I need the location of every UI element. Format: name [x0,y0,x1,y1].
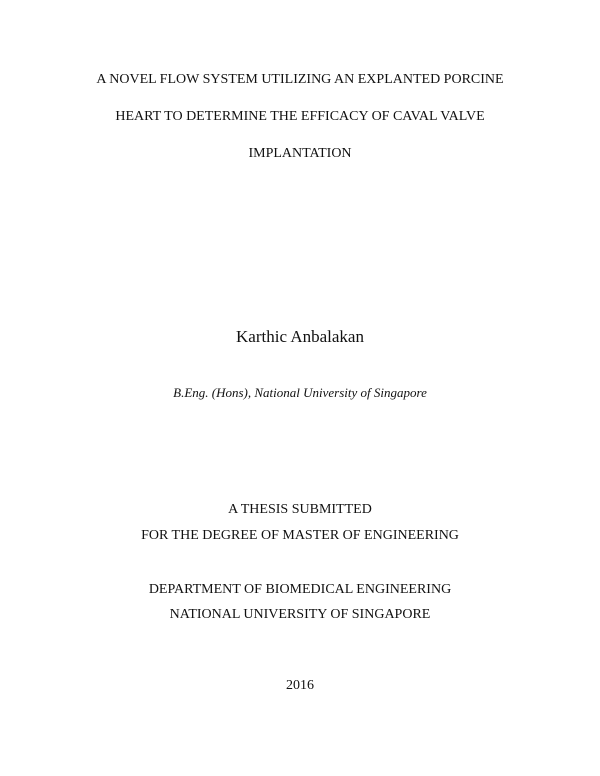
author-name: Karthic Anbalakan [236,327,364,346]
thesis-title-line-1: A NOVEL FLOW SYSTEM UTILIZING AN EXPLANTED PORCINE [96,72,504,87]
submission-statement-line-1: A THESIS SUBMITTED [228,502,372,517]
submission-statement-line-2: FOR THE DEGREE OF MASTER OF ENGINEERING [141,528,459,543]
submission-year: 2016 [286,678,314,693]
department-name: DEPARTMENT OF BIOMEDICAL ENGINEERING [148,582,452,597]
thesis-title-line-3: IMPLANTATION [248,146,352,161]
prior-degree: B.Eng. (Hons), National University of Singapore [173,385,427,400]
thesis-title-line-2: HEART TO DETERMINE THE EFFICACY OF CAVAL VALVE [115,109,485,124]
university-name: NATIONAL UNIVERSITY OF SINGAPORE [169,607,431,622]
